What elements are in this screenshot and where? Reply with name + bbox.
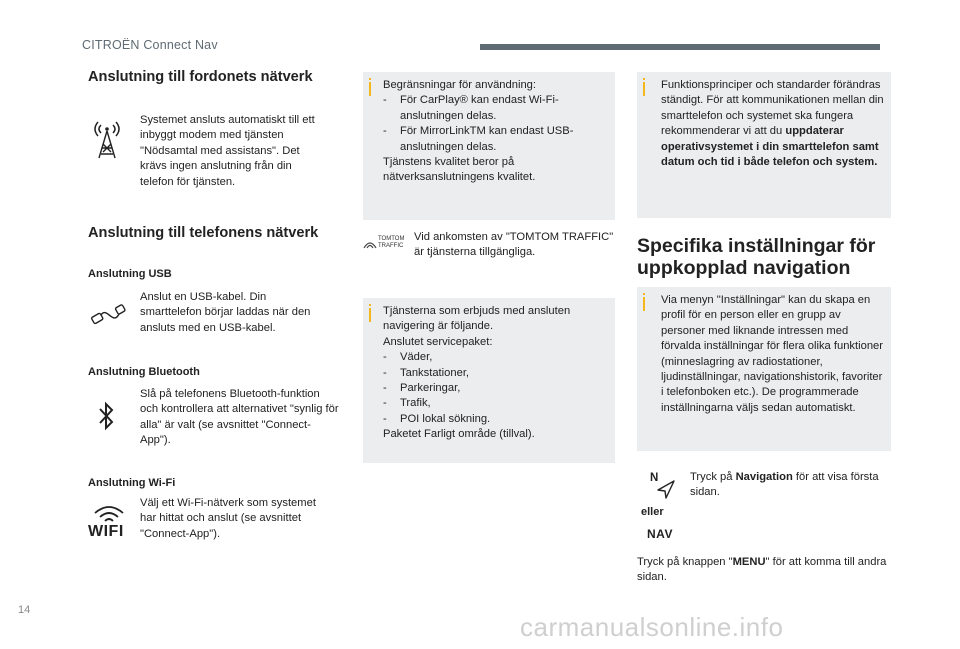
vehicle-network-text: Systemet ansluts automatiskt till ett inbyggt modem med tjänsten "Nödsamtal med assistans". Det krävs ingen anslutning från din telefon för tjänsten. (140, 114, 315, 188)
nav-instruction-post: för att visa första sidan. (690, 471, 879, 499)
update-text-bold: uppdaterar operativsystemet i din smarttelefon samt datum och tid i både telefon och system. (661, 125, 879, 169)
menu-instruction-bold: MENU (732, 556, 766, 568)
nav-button-label: NAV (647, 527, 673, 541)
eller-label: eller (641, 506, 664, 518)
service-item: - Väder, (383, 350, 605, 365)
manual-header: CITROËN Connect Nav (82, 38, 218, 52)
nav-n-label: N (650, 472, 659, 484)
navigation-arrow-icon (656, 480, 676, 500)
service-item: - Tankstationer, (383, 366, 605, 381)
menu-instruction-post: " för att komma till andra sidan. (637, 556, 887, 584)
profile-settings-text: Via menyn "Inställningar" kan du skapa en profil för en person eller en grupp av personer med liknande intressen med förvalda inställningar för flera olika funktioner (minneslagring av radiostationer, ljudinställningar, navigationshistorik, favoriter i telefonboken etc.). De programmerade inställningarna väljs sedan automatiskt. (661, 294, 884, 414)
service-item: - Trafik, (383, 396, 605, 411)
update-recommendation-box (637, 72, 891, 218)
wifi-label: WIFI (88, 523, 124, 540)
watermark: carmanualsonline.info (520, 612, 784, 642)
heading-vehicle-network: Anslutning till fordonets nätverk (88, 69, 313, 85)
info-dot (643, 78, 645, 80)
services-footer: Paketet Farligt område (tillval). (383, 428, 535, 441)
info-dot (369, 78, 371, 80)
update-text: Funktionsprinciper och standarder förändras ständigt. För att kommunikationen mellan din smarttelefon och systemet ska fungera rekommenderar vi att du (661, 79, 884, 138)
info-dot (643, 293, 645, 295)
bluetooth-text: Slå på telefonens Bluetooth-funktion och kontrollera att alternativet "synlig för alla" är valt (se avsnittet "Connect-App"). (140, 388, 339, 447)
tomtom-traffic-logo (363, 236, 409, 252)
nav-instruction-pre: Tryck på (690, 471, 736, 483)
section-title-line2: uppkopplad navigation (637, 257, 851, 279)
section-title-line1: Specifika inställningar för (637, 235, 876, 257)
bluetooth-title: Anslutning Bluetooth (88, 366, 200, 378)
limitations-title: Begränsningar för användning: (383, 79, 537, 91)
menu-instruction-pre: Tryck på knappen " (637, 556, 733, 568)
tomtom-text: Vid ankomsten av "TOMTOM TRAFFIC" är tjänsterna tillgängliga. (414, 231, 614, 259)
usb-title: Anslutning USB (88, 268, 172, 280)
info-bar (643, 82, 645, 96)
antenna-icon (92, 118, 122, 160)
connected-services-box (363, 298, 615, 463)
usb-cable-icon (89, 300, 127, 328)
nav-instruction-bold: Navigation (735, 471, 793, 483)
usage-limitations-box (363, 72, 615, 220)
section-title (637, 235, 897, 279)
services-intro: Tjänsterna som erbjuds med ansluten navigering är följande. (383, 305, 571, 333)
wifi-title: Anslutning Wi-Fi (88, 477, 176, 489)
tomtom-label: TOMTOM (378, 236, 405, 242)
page-number: 14 (18, 604, 31, 616)
info-bar (369, 308, 371, 322)
header-bar (480, 44, 880, 50)
services-sub: Anslutet servicepaket: (383, 335, 493, 348)
traffic-label: TRAFFIC (378, 243, 404, 249)
limitations-footer: Tjänstens kvalitet beror på nätverksanslutningens kvalitet. (383, 156, 536, 184)
usb-text: Anslut en USB-kabel. Din smarttelefon börjar laddas när den ansluts med en USB-kabel. (140, 291, 311, 334)
info-dot (369, 304, 371, 306)
limitation-item: - För MirrorLinkTM kan endast USB-anslutningen delas. (383, 124, 605, 155)
wifi-text: Välj ett Wi-Fi-nätverk som systemet har hittat och anslut (se avsnittet "Connect-App"). (140, 497, 316, 540)
menu-instruction (637, 555, 887, 586)
bluetooth-icon (97, 401, 115, 431)
limitation-item: - För CarPlay® kan endast Wi-Fi-anslutningen delas. (383, 93, 605, 124)
wifi-icon (89, 505, 129, 525)
navigation-instruction (690, 470, 880, 501)
info-bar (369, 82, 371, 96)
heading-phone-network: Anslutning till telefonens nätverk (88, 225, 319, 241)
service-item: - Parkeringar, (383, 381, 605, 396)
profile-settings-box (637, 287, 891, 451)
info-bar (643, 297, 645, 311)
service-item: - POI lokal sökning. (383, 412, 605, 427)
